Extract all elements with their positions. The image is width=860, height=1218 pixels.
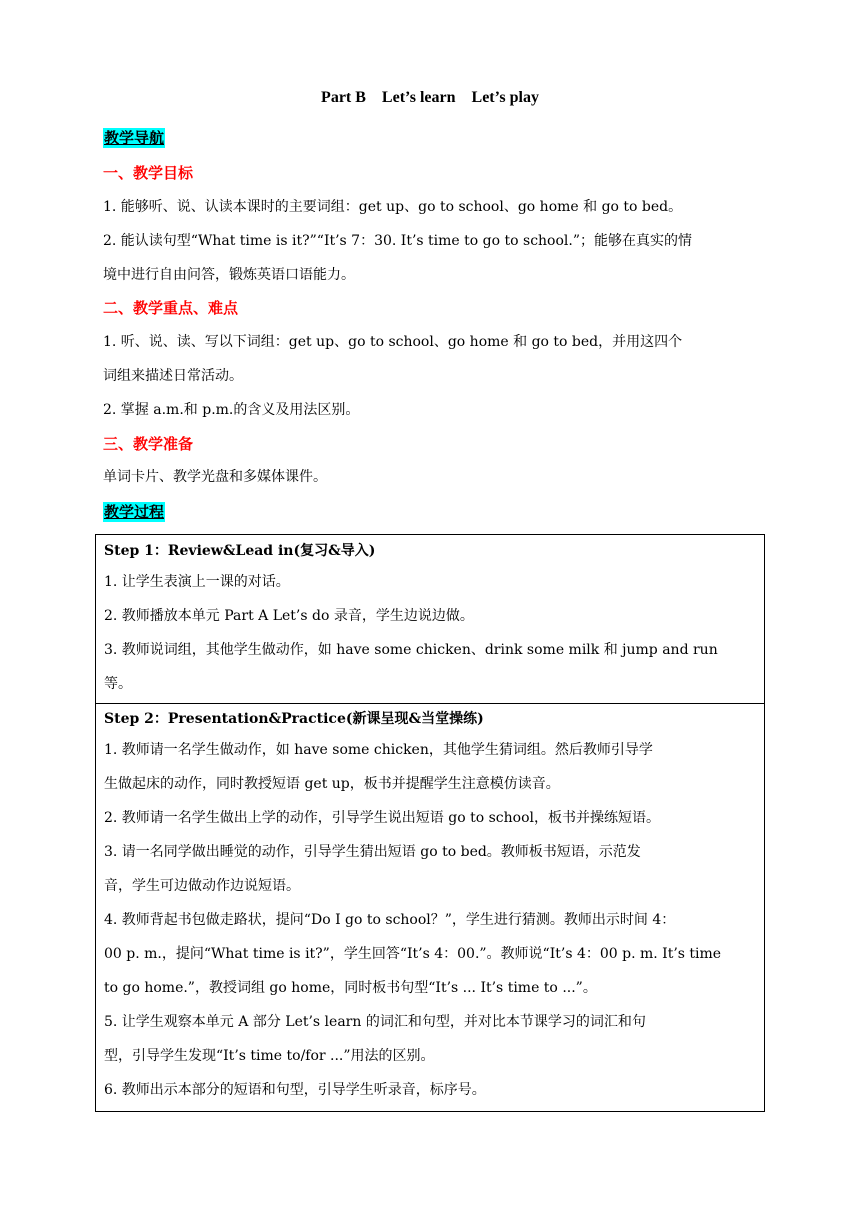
objective-line: 2. 能认读句型“What time is it?”“It’s 7：30. It’s time to go to school.”；能够在真实的情 bbox=[103, 233, 692, 249]
objective-line: 1. 能够听、说、认读本课时的主要词组：get up、go to school、go home 和 go to bed。 bbox=[103, 199, 683, 215]
teaching-navigation-label: 教学导航 bbox=[104, 129, 165, 147]
step-line: 等。 bbox=[104, 676, 132, 692]
objective-line: 境中进行自由问答，锻炼英语口语能力。 bbox=[103, 267, 355, 283]
objectives-heading: 一、教学目标 bbox=[103, 164, 194, 182]
step-1-cell bbox=[96, 535, 764, 704]
step-line: 生做起床的动作，同时教授短语 get up，板书并提醒学生注意模仿读音。 bbox=[104, 776, 560, 792]
step-line: 2. 教师请一名学生做出上学的动作，引导学生说出短语 go to school，板书并操练短语。 bbox=[104, 810, 660, 826]
teaching-process-label: 教学过程 bbox=[104, 503, 165, 521]
step-line: 00 p. m.，提问“What time is it?”，学生回答“It’s 4：00.”。教师说“It’s 4：00 p. m. It’s time bbox=[104, 946, 722, 962]
key-point-line: 1. 听、说、读、写以下词组：get up、go to school、go home 和 go to bed，并用这四个 bbox=[103, 334, 683, 350]
key-point-line: 2. 掌握 a.m.和 p.m.的含义及用法区别。 bbox=[103, 402, 360, 418]
objectives-list bbox=[103, 190, 759, 292]
preparation-heading: 三、教学准备 bbox=[103, 435, 194, 453]
step-2-cell bbox=[96, 704, 764, 1111]
step-line: 1. 教师请一名学生做动作，如 have some chicken，其他学生猜词组。然后教师引导学 bbox=[104, 742, 653, 758]
step-line: 3. 教师说词组，其他学生做动作，如 have some chicken、drink some milk 和 jump and run bbox=[104, 642, 718, 658]
step-line: 3. 请一名同学做出睡觉的动作，引导学生猜出短语 go to bed。教师板书短语，示范发 bbox=[104, 844, 641, 860]
step-line: 音，学生可边做动作边说短语。 bbox=[104, 878, 300, 894]
step-1-title: Step 1：Review&Lead in(复习&导入) bbox=[104, 543, 376, 559]
key-points-heading: 二、教学重点、难点 bbox=[103, 299, 239, 317]
preparation-text: 单词卡片、教学光盘和多媒体课件。 bbox=[103, 469, 327, 485]
step-line: 4. 教师背起书包做走路状，提问“Do I go to school？”，学生进行猜测。教师出示时间 4： bbox=[104, 912, 676, 928]
step-line: 型，引导学生发现“It’s time to/for ...”用法的区别。 bbox=[104, 1048, 435, 1064]
teaching-process-table bbox=[95, 534, 765, 1112]
step-2-content bbox=[104, 733, 760, 1107]
key-point-line: 词组来描述日常活动。 bbox=[103, 368, 243, 384]
lesson-title: Part B Let’s learn Let’s play bbox=[321, 89, 539, 106]
step-line: 6. 教师出示本部分的短语和句型，引导学生听录音，标序号。 bbox=[104, 1082, 486, 1098]
key-points-list bbox=[103, 325, 759, 427]
step-line: 2. 教师播放本单元 Part A Let’s do 录音，学生边说边做。 bbox=[104, 608, 474, 624]
step-line: 5. 让学生观察本单元 A 部分 Let’s learn 的词汇和句型，并对比本节课学习的词汇和句 bbox=[104, 1014, 646, 1030]
step-2-title: Step 2：Presentation&Practice(新课呈现&当堂操练) bbox=[104, 711, 484, 727]
step-line: to go home.”，教授词组 go home，同时板书句型“It’s ... It’s time to ...”。 bbox=[104, 980, 597, 996]
step-1-content bbox=[104, 565, 760, 701]
step-line: 1. 让学生表演上一课的对话。 bbox=[104, 574, 290, 590]
